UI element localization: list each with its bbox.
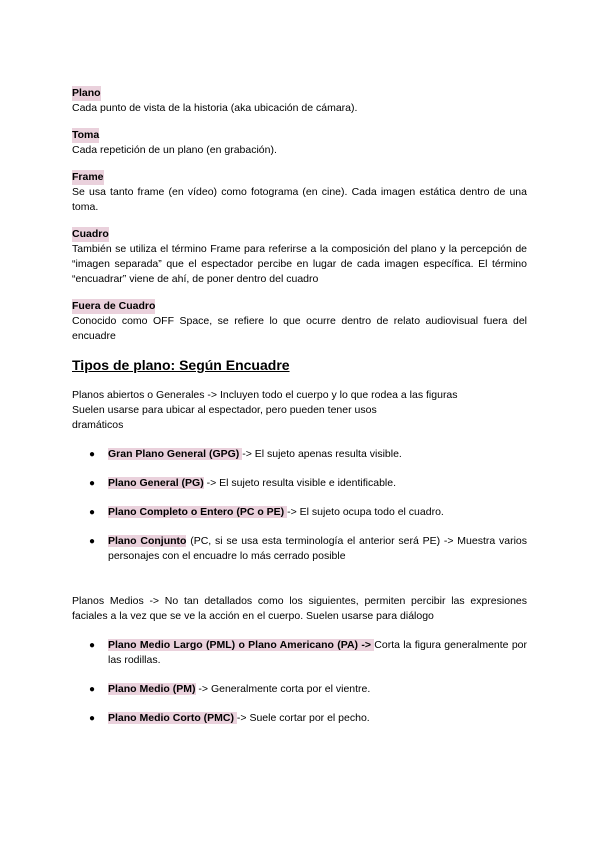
intro-line: Suelen usarse para ubicar al espectador, pero pueden tener usos	[72, 404, 377, 416]
definition-plano	[72, 86, 527, 116]
intro-line: dramáticos	[72, 419, 124, 431]
item-text: -> El sujeto ocupa todo el cuadro.	[287, 506, 444, 518]
document-page	[72, 86, 527, 740]
item-term: Plano General (PG)	[108, 477, 204, 489]
item-term: Plano Medio Largo (PML) o Plano Americano (PA) ->	[108, 639, 375, 651]
definition-text: Se usa tanto frame (en vídeo) como fotograma (en cine). Cada imagen estática dentro de una toma.	[72, 186, 527, 213]
definition-cuadro	[72, 227, 527, 287]
item-term: Plano Medio (PM)	[108, 683, 196, 695]
bullet-icon: ●	[89, 536, 96, 547]
item-term: Plano Conjunto	[108, 535, 187, 547]
item-text: -> Generalmente corta por el vientre.	[195, 683, 371, 695]
list-item	[72, 447, 527, 462]
item-term: Plano Completo o Entero (PC o PE)	[108, 506, 288, 518]
bullet-icon: ●	[89, 449, 96, 460]
definition-text: Cada repetición de un plano (en grabación).	[72, 144, 277, 156]
term-label: Toma	[72, 129, 100, 141]
bullet-icon: ●	[89, 507, 96, 518]
bullet-icon: ●	[89, 640, 96, 651]
term-label: Plano	[72, 87, 101, 99]
bullet-icon: ●	[89, 713, 96, 724]
item-term: Gran Plano General (GPG)	[108, 448, 243, 460]
item-text: Corta la figura generalmente por las rodillas.	[108, 639, 527, 666]
list-item	[72, 638, 527, 668]
term-label: Fuera de Cuadro	[72, 300, 156, 312]
definition-fuera-de-cuadro	[72, 299, 527, 344]
list-item	[72, 476, 527, 491]
abiertos-intro	[72, 388, 527, 433]
term-label: Cuadro	[72, 228, 109, 240]
definition-text: Cada punto de vista de la historia (aka ubicación de cámara).	[72, 102, 358, 114]
term-label: Frame	[72, 171, 104, 183]
definition-text: Conocido como OFF Space, se refiere lo que ocurre dentro de relato audiovisual fuera del encuadre	[72, 315, 527, 342]
abiertos-list	[72, 447, 527, 564]
item-text: -> Suele cortar por el pecho.	[236, 712, 370, 724]
list-item	[72, 682, 527, 697]
item-text: -> El sujeto apenas resulta visible.	[242, 448, 402, 460]
medios-list	[72, 638, 527, 726]
list-item	[72, 534, 527, 564]
definition-text: También se utiliza el término Frame para referirse a la composición del plano y la percepción de “imagen separada” que el espectador percibe en lugar de cada imagen específica. El término “encuadrar” viene de ahí, de poner dentro del cuadro	[72, 243, 527, 285]
item-text: -> El sujeto resulta visible e identificable.	[203, 477, 397, 489]
list-item	[72, 711, 527, 726]
medios-intro: Planos Medios -> No tan detallados como los siguientes, permiten percibir las expresiones faciales a la vez que se ve la acción en el cuerpo. Suelen usarse para diálogo	[72, 595, 527, 622]
bullet-icon: ●	[89, 684, 96, 695]
definition-toma	[72, 128, 527, 158]
list-item	[72, 505, 527, 520]
bullet-icon: ●	[89, 478, 96, 489]
item-term: Plano Medio Corto (PMC)	[108, 712, 237, 724]
section-title: Tipos de plano: Según Encuadre	[72, 357, 290, 373]
item-text: (PC, si se usa esta terminología el anterior será PE) -> Muestra varios personajes con el encuadre lo más cerrado posible	[108, 535, 527, 562]
definition-frame	[72, 170, 527, 215]
intro-line: Planos abiertos o Generales -> Incluyen todo el cuerpo y lo que rodea a las figuras	[72, 389, 458, 401]
